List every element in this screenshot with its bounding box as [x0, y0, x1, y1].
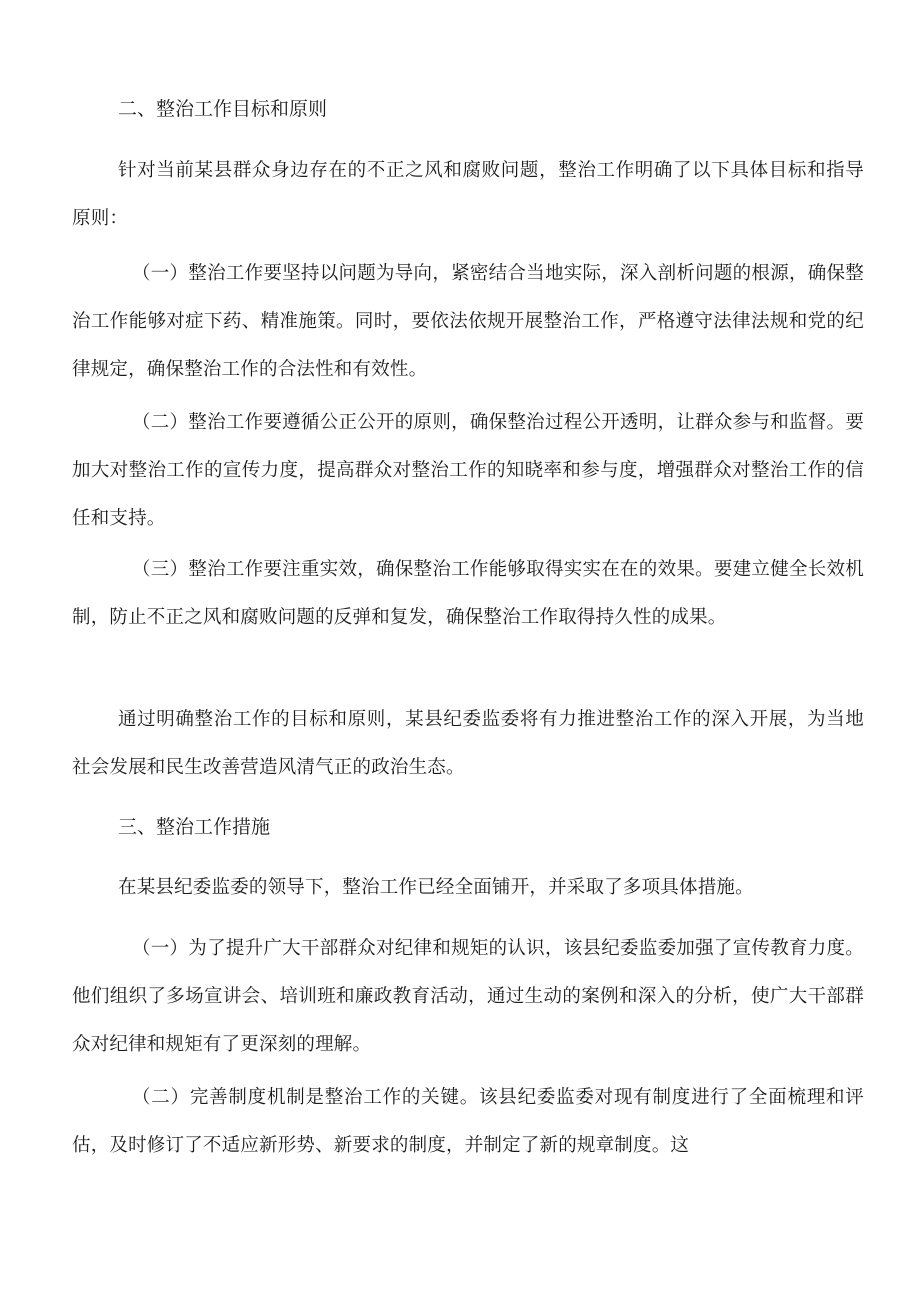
- section-3-item-2: （二）完善制度机制是整治工作的关键。该县纪委监委对现有制度进行了全面梳理和评估，及时修订了不适应新形势、新要求的制度，并制定了新的规章制度。这: [72, 1087, 864, 1156]
- section-2-item-2: （二）整治工作要遵循公正公开的原则，确保整治过程公开透明，让群众参与和监督。要加大对整治工作的宣传力度，提高群众对整治工作的知晓率和参与度，增强群众对整治工作的信任和支持。: [72, 412, 864, 529]
- section-3-intro: 在某县纪委监委的领导下，整治工作已经全面铺开，并采取了多项具体措施。: [118, 877, 754, 898]
- section-2-intro: 针对当前某县群众身边存在的不正之风和腐败问题，整治工作明确了以下具体目标和指导原则：: [72, 160, 864, 229]
- section-2-conclusion: 通过明确整治工作的目标和原则，某县纪委监委将有力推进整治工作的深入开展，为当地社会发展和民生改善营造风清气正的政治生态。: [72, 709, 864, 778]
- section-3-item-1: （一）为了提升广大干部群众对纪律和规矩的认识，该县纪委监委加强了宣传教育力度。他们组织了多场宣讲会、培训班和廉政教育活动，通过生动的案例和深入的分析，使广大干部群众对纪律和规矩有了更深刻的理解。: [72, 938, 864, 1055]
- section-2-item-1: （一）整治工作要坚持以问题为导向，紧密结合当地实际，深入剖析问题的根源，确保整治工作能够对症下药、精准施策。同时，要依法依规开展整治工作，严格遵守法律法规和党的纪律规定，确保整治工作的合法性和有效性。: [72, 263, 864, 380]
- section-3-heading: 三、整治工作措施: [118, 816, 271, 838]
- section-2-heading: 二、整治工作目标和原则: [118, 98, 328, 120]
- section-2-item-3: （三）整治工作要注重实效，确保整治工作能够取得实实在在的效果。要建立健全长效机制，防止不正之风和腐败问题的反弹和复发，确保整治工作取得持久性的成果。: [72, 559, 864, 628]
